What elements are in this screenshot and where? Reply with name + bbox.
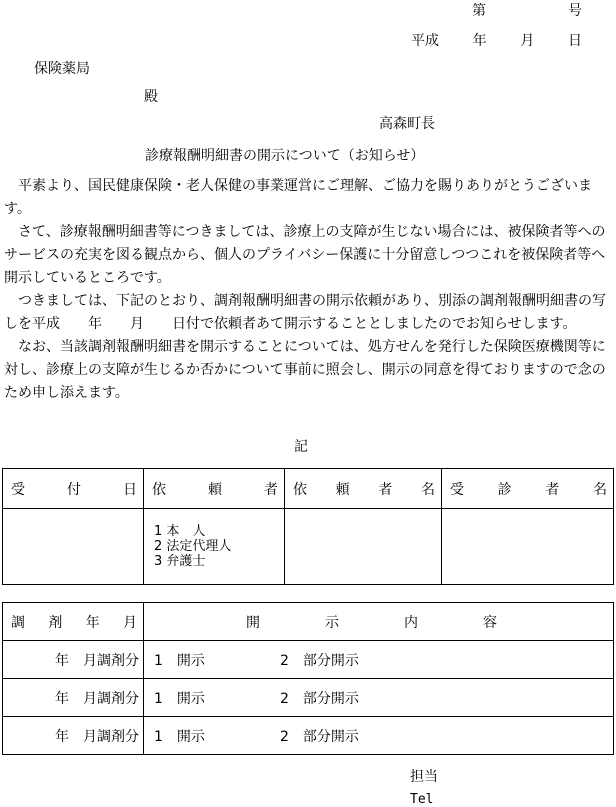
- month-label: 月: [520, 33, 535, 49]
- header-receipt-date: 受 付 日: [3, 469, 144, 509]
- issue-date: [411, 34, 582, 48]
- month-cell: 年 月調剤分: [3, 641, 144, 679]
- header-requester-name: 依 頼 者 名: [285, 469, 442, 509]
- header-requester: 依 頼 者: [144, 469, 285, 509]
- option-partial-disclose[interactable]: 2 部分開示: [280, 728, 359, 745]
- option-partial-disclose[interactable]: 2 部分開示: [280, 690, 359, 707]
- requester-option[interactable]: 3 弁護士: [154, 554, 206, 569]
- disclosure-table: [2, 602, 614, 755]
- paragraph-4: なお、当該調剤報酬明細書を開示することについては、処方せんを発行した保険医療機関等に対し、診療上の支障が生じるか否かについて事前に照会し、開示の同意を得ておりますので念のため申し添えます。: [4, 339, 606, 401]
- requester-option[interactable]: 1 本 人: [154, 524, 206, 539]
- option-disclose[interactable]: 1 開示: [154, 652, 205, 669]
- disclosure-cell: [144, 679, 614, 717]
- header-dispensing-month: 調 剤 年 月: [3, 603, 144, 641]
- day-label: 日: [567, 33, 582, 49]
- table-row: [3, 717, 614, 755]
- table-row: [3, 641, 614, 679]
- number-prefix: 第: [472, 3, 486, 19]
- document-number: [472, 4, 582, 18]
- era-label: 平成: [411, 33, 439, 49]
- body-text: [4, 175, 614, 405]
- honorific: 殿: [144, 89, 158, 105]
- disclosure-cell: [144, 717, 614, 755]
- year-label: 年: [472, 33, 487, 49]
- paragraph-2: さて、診療報酬明細書等につきましては、診療上の支障が生じない場合には、被保険者等へのサービスの充実を図る観点から、個人のプライバシー保護に十分留意しつつこれを被保険者等へ開示しているところです。: [4, 224, 606, 286]
- ki-label: 記: [294, 439, 308, 455]
- header-patient-name: 受 診 者 名: [442, 469, 614, 509]
- month-cell: 年 月調剤分: [3, 717, 144, 755]
- requester-name-cell[interactable]: [285, 509, 442, 585]
- option-partial-disclose[interactable]: 2 部分開示: [280, 652, 359, 669]
- contact-person-label: 担当: [410, 769, 438, 785]
- document-title: 診療報酬明細書の開示について（お知らせ）: [145, 148, 425, 164]
- receipt-date-cell[interactable]: [3, 509, 144, 585]
- option-disclose[interactable]: 1 開示: [154, 728, 205, 745]
- paragraph-3: つきましては、下記のとおり、調剤報酬明細書の開示依頼があり、別添の調剤報酬明細書の写しを平成 年 月 日付で依頼者あて開示することとしましたのでお知らせします。: [4, 293, 606, 332]
- telephone-label: Tel: [410, 792, 434, 807]
- number-suffix: 号: [568, 3, 582, 19]
- requester-option[interactable]: 2 法定代理人: [154, 539, 232, 554]
- header-disclosure-content: 開 示 内 容: [144, 603, 614, 641]
- month-cell: 年 月調剤分: [3, 679, 144, 717]
- patient-name-cell[interactable]: [442, 509, 614, 585]
- disclosure-cell: [144, 641, 614, 679]
- paragraph-1: 平素より、国民健康保険・老人保健の事業運営にご理解、ご協力を賜りありがとうございます。: [4, 178, 592, 217]
- addressee: 保険薬局: [34, 61, 90, 77]
- request-table: [2, 468, 614, 585]
- option-disclose[interactable]: 1 開示: [154, 690, 205, 707]
- table-row: [3, 679, 614, 717]
- sender: 高森町長: [379, 116, 435, 132]
- requester-options-cell: [144, 509, 285, 585]
